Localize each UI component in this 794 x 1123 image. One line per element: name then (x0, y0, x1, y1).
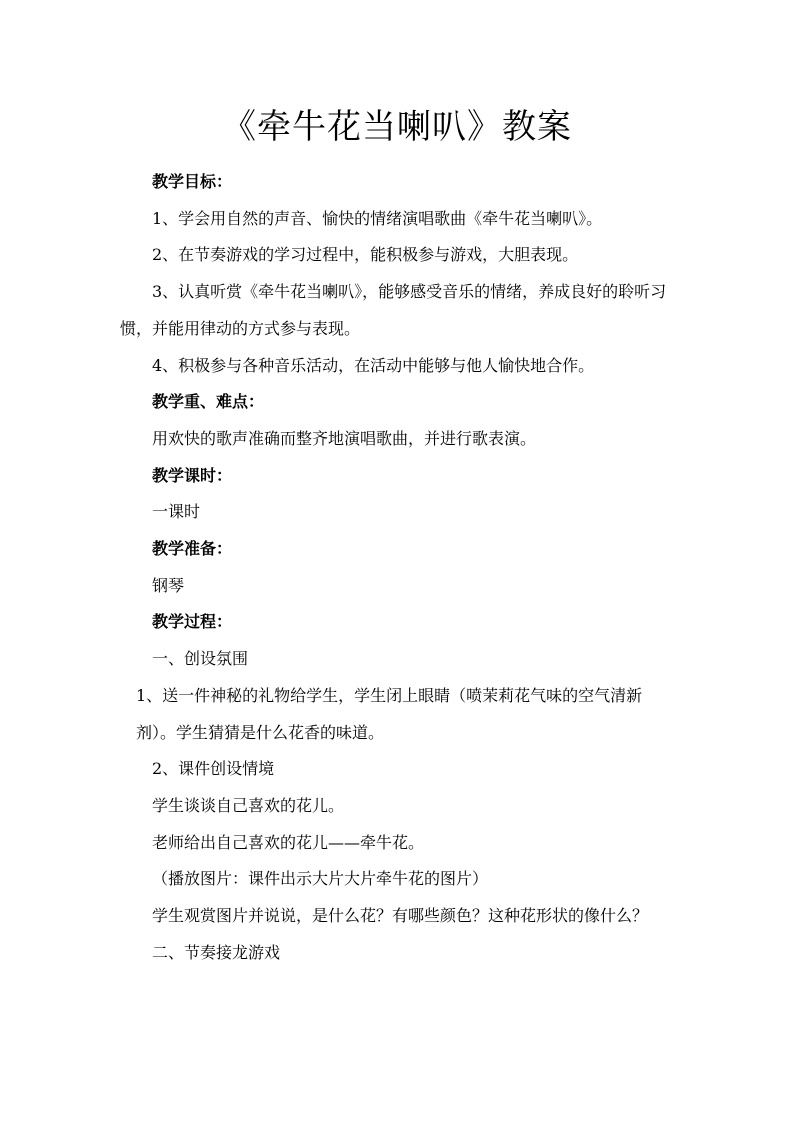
paragraph-show-picture: （播放图片：课件出示大片大片牵牛花的图片） (152, 869, 489, 889)
paragraph-favorite-flowers: 学生谈谈自己喜欢的花儿。 (152, 795, 345, 815)
heading-preparation: 教学准备： (152, 539, 233, 559)
paragraph-key-points: 用欢快的歌声准确而整齐地演唱歌曲，并进行歌表演。 (152, 428, 537, 448)
paragraph-section-1: 一、创设氛围 (152, 649, 249, 669)
paragraph-goal-3: 3、认真听赏《牵牛花当喇叭》，能够感受音乐的情绪，养成良好的聆听习惯，并能用律动的方式参与表现。 (120, 282, 667, 338)
paragraph-preparation: 钢琴 (152, 575, 185, 595)
paragraph-goal-2: 2、在节奏游戏的学习过程中，能积极参与游戏，大胆表现。 (152, 245, 579, 265)
heading-class-hours: 教学课时： (152, 465, 233, 485)
heading-teaching-goals: 教学目标： (152, 172, 233, 191)
document-body (120, 164, 680, 971)
paragraph-section-2: 二、节奏接龙游戏 (152, 942, 281, 962)
heading-process: 教学过程： (152, 612, 233, 632)
paragraph-goal-1: 1、学会用自然的声音、愉快的情绪演唱歌曲《牵牛花当喇叭》。 (152, 208, 603, 228)
paragraph-teacher-flower: 老师给出自己喜欢的花儿——牵牛花。 (152, 832, 425, 852)
paragraph-step-2: 2、课件创设情境 (152, 759, 275, 779)
paragraph-goal-4: 4、积极参与各种音乐活动，在活动中能够与他人愉快地合作。 (152, 355, 595, 375)
paragraph-class-hours: 一课时 (152, 502, 201, 522)
heading-key-points: 教学重、难点： (152, 392, 265, 412)
document-title: 《牵牛花当喇叭》教案 (222, 107, 572, 147)
paragraph-step-1: 1、送一件神秘的礼物给学生，学生闭上眼睛（喷茉莉花气味的空气清新剂）。学生猜猜是什么花香的味道。 (136, 685, 643, 742)
paragraph-observe-picture: 学生观赏图片并说说，是什么花？有哪些颜色？这种花形状的像什么？ (152, 906, 649, 926)
